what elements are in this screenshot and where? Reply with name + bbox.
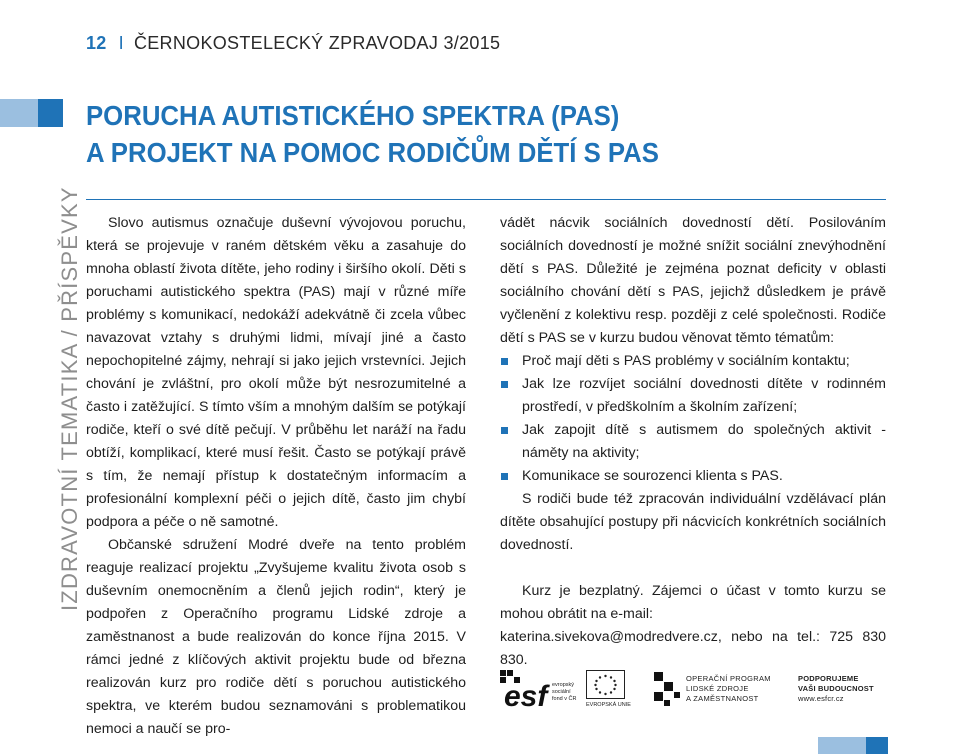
section-label: IZDRAVOTNÍ TEMATIKA / PŘÍSPĚVKY bbox=[57, 186, 82, 611]
title-divider bbox=[86, 199, 886, 200]
list-item bbox=[500, 419, 886, 465]
contact-info: katerina.sivekova@modredvere.cz, nebo na tel.: 725 830 830. bbox=[500, 629, 886, 668]
side-accent-dark bbox=[38, 99, 63, 127]
publication-name: ČERNOKOSTELECKÝ ZPRAVODAJ 3/2015 bbox=[133, 33, 501, 53]
paragraph-continued: vádět nácvik sociálních dovedností dětí. Posilováním sociálních dovedností je možné snížit sociální znevýhodnění dětí s PAS. Důležité je zejména poznat deficity v oblasti sociálního chování dětí s PAS, jejichž důsledkem je právě vyčlenění z kolektivu resp. později z celé společnosti. Rodiče dětí s PAS se v kurzu budou věnovat těmto tématům: bbox=[500, 215, 886, 346]
esf-logo bbox=[500, 668, 575, 712]
support-line-2: VAŠI BUDOUCNOST bbox=[798, 684, 874, 693]
esf-caption: evropský sociální fond v ČR bbox=[552, 682, 577, 702]
page-header bbox=[86, 33, 500, 54]
bullet-square-icon bbox=[501, 358, 508, 365]
eu-flag-logo bbox=[586, 670, 640, 708]
page-number: 12 bbox=[86, 33, 107, 53]
paragraph-plan: S rodiči bude též zpracován individuální vzdělávací plán dítěte obsahující postupy při nácvicích konkrétních sociálních dovedností. bbox=[500, 491, 886, 553]
op-line-1: OPERAČNÍ PROGRAM bbox=[686, 674, 771, 683]
support-line-1: PODPORUJEME bbox=[798, 674, 859, 683]
title-line-1: PORUCHA AUTISTICKÉHO SPEKTRA (PAS) bbox=[86, 100, 620, 131]
title-line-2: A PROJEKT NA POMOC RODIČŮM DĚTÍ S PAS bbox=[86, 137, 659, 168]
op-line-3: A ZAMĚSTNANOST bbox=[686, 694, 759, 703]
sponsor-logos bbox=[500, 668, 890, 716]
header-separator: I bbox=[118, 33, 124, 53]
article-title bbox=[86, 97, 822, 171]
bullet-square-icon bbox=[501, 427, 508, 434]
bullet-square-icon bbox=[501, 381, 508, 388]
paragraph-project: Občanské sdružení Modré dveře na tento problém reaguje realizací projektu „Zvyšujeme kvalitu života osob s duševním onemocněním a členů jejich rodin“, který je podpořen z Operačního programu Lidské zdroje a zaměstnanost a bude realizován do konce října 2015. V rámci jedné z klíčových aktivit projektu bude od března realizován kurz pro rodiče dětí s poruchou autistického spektra, ve kterém budou seznamováni s problematikou nemoci a naučí se pro- bbox=[86, 537, 466, 737]
list-item-text: Proč mají děti s PAS problémy v sociálním kontaktu; bbox=[522, 353, 850, 369]
side-accent-light bbox=[0, 99, 38, 127]
support-logo bbox=[798, 670, 894, 712]
footer-accent-light bbox=[818, 737, 866, 754]
support-url: www.esfcr.cz bbox=[798, 694, 844, 703]
list-item-text: Jak zapojit dítě s autismem do společných aktivit - náměty na aktivity; bbox=[522, 422, 886, 461]
list-item bbox=[500, 350, 886, 373]
footer-accent-dark bbox=[866, 737, 888, 754]
left-column bbox=[86, 212, 466, 741]
eu-caption: EVROPSKÁ UNIE bbox=[586, 702, 631, 708]
bullet-square-icon bbox=[501, 473, 508, 480]
paragraph-contact: Kurz je bezplatný. Zájemci o účast v tomto kurzu se mohou obrátit na e-mail: bbox=[500, 583, 886, 622]
list-item-text: Jak lze rozvíjet sociální dovednosti dítěte v rodinném prostředí, v předškolním a školním zařízení; bbox=[522, 376, 886, 415]
list-item bbox=[500, 465, 886, 488]
op-lzz-logo bbox=[650, 670, 788, 712]
list-item-text: Komunikace se sourozenci klienta s PAS. bbox=[522, 468, 783, 484]
list-item bbox=[500, 373, 886, 419]
right-column bbox=[500, 212, 886, 672]
paragraph-intro: Slovo autismus označuje duševní vývojovou poruchu, která se projevuje v raném dětském věku a zasahuje do mnoha oblastí života dítěte, jeho rodiny i širšího okolí. Děti s poruchami autistického spektra (PAS) mají v různé míře problémy s komunikací, nedokáží adekvátně či zcela vůbec navazovat vztahy s druhými lidmi, mívají jiné a často nepochopitelné zájmy, nehrají si jako jejich vrstevníci. Jejich chování je zvláštní, pro okolí může být nesrozumitelné a často i zatěžující. S tímto vším a mnohým dalším se potýkají rodiče, kteří o své dítě pečují. V průběhu let naráží na řadu obtíží, komplikací, které musí řešit. Často se potýkají právě s tím, že nemají přístup k dostatečným informacím a profesionální komplexní péči o jejich dítě, často jim chybí podpora a péče o ně samotné. bbox=[86, 215, 466, 530]
op-line-2: LIDSKÉ ZDROJE bbox=[686, 684, 749, 693]
svg-text:esf: esf bbox=[504, 680, 548, 712]
topic-list bbox=[500, 350, 886, 488]
